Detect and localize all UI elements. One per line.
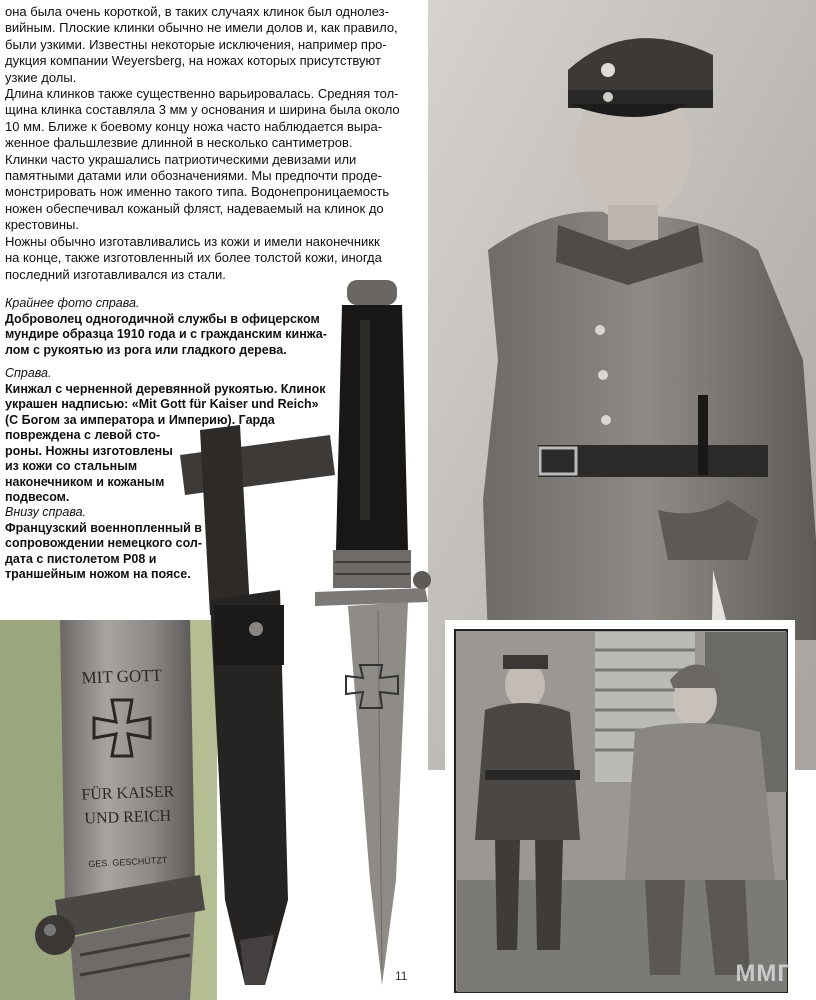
- page-number: 11: [395, 969, 408, 983]
- watermark-logo: ММГ: [735, 960, 792, 987]
- blade-inscription-line4: GES. GESCHÜTZT: [88, 854, 168, 870]
- caption-heading: Крайнее фото справа.: [5, 296, 140, 310]
- caption-text: Кинжал с черненной деревянной рукоятью. Клинок украшен надписью: «Mit Gott für Kaiser und Reich» (С Богом за императора и Империю). Гарда повреждена с левой сто- роны. Ножны изготовлены из кожи со стальным наконечником и кожаным подвесом.: [5, 381, 326, 504]
- caption-heading: Справа.: [5, 366, 52, 380]
- blade-inscription-line3: UND REICH: [84, 807, 172, 828]
- body-paragraph: Длина клинков также существенно варьировалась. Средняя тол- щина клинка составляла 3 мм у основания и ширина была около 10 мм. Ближе к боевому концу ножа часто наблюдается выра- женное фальшлезвие длинной в несколько сантиметров.: [5, 86, 400, 151]
- body-paragraph: Ножны обычно изготавливались из кожи и имели наконечникк на конце, также изготовленный их более толстой кожи, иногда последний изготавливался из стали.: [5, 233, 382, 282]
- body-paragraph: Клинки часто украшались патриотическими девизами или памятными датами или обозначениями. Мы предпочти проде- монстрировать нож именно такого типа. Водонепроницаемость ножен обеспечивал кожаный фляст, надеваемый на клинок до крестовины.: [5, 151, 390, 233]
- body-paragraph: она была очень короткой, в таких случаях клинок был однолез- вийным. Плоские клинки обычно не имели долов и, как правило, были узкими. Известны некоторые исключения, например про- дукция компании Weyersberg, на ножах которых присутствуют узкие долы.: [5, 4, 398, 85]
- pow-photo: [445, 620, 795, 1000]
- caption-heading: Внизу справа.: [5, 505, 86, 519]
- blade-inscription-line2: FÜR KAISER: [81, 783, 175, 804]
- dagger-scabbard-photo: [170, 280, 440, 1000]
- body-text: [5, 4, 425, 283]
- caption-text: Французский военнопленный в сопровождении немецкого сол- дата с пистолетом P08 и траншейным ножом на поясе.: [5, 520, 203, 581]
- blade-inscription-line1: MIT GOTT: [81, 665, 163, 688]
- caption-text: Доброволец одногодичной службы в офицерском мундире образца 1910 года и с гражданским кинжа- лом с рукоятью из рога или гладкого дерева.: [5, 311, 327, 357]
